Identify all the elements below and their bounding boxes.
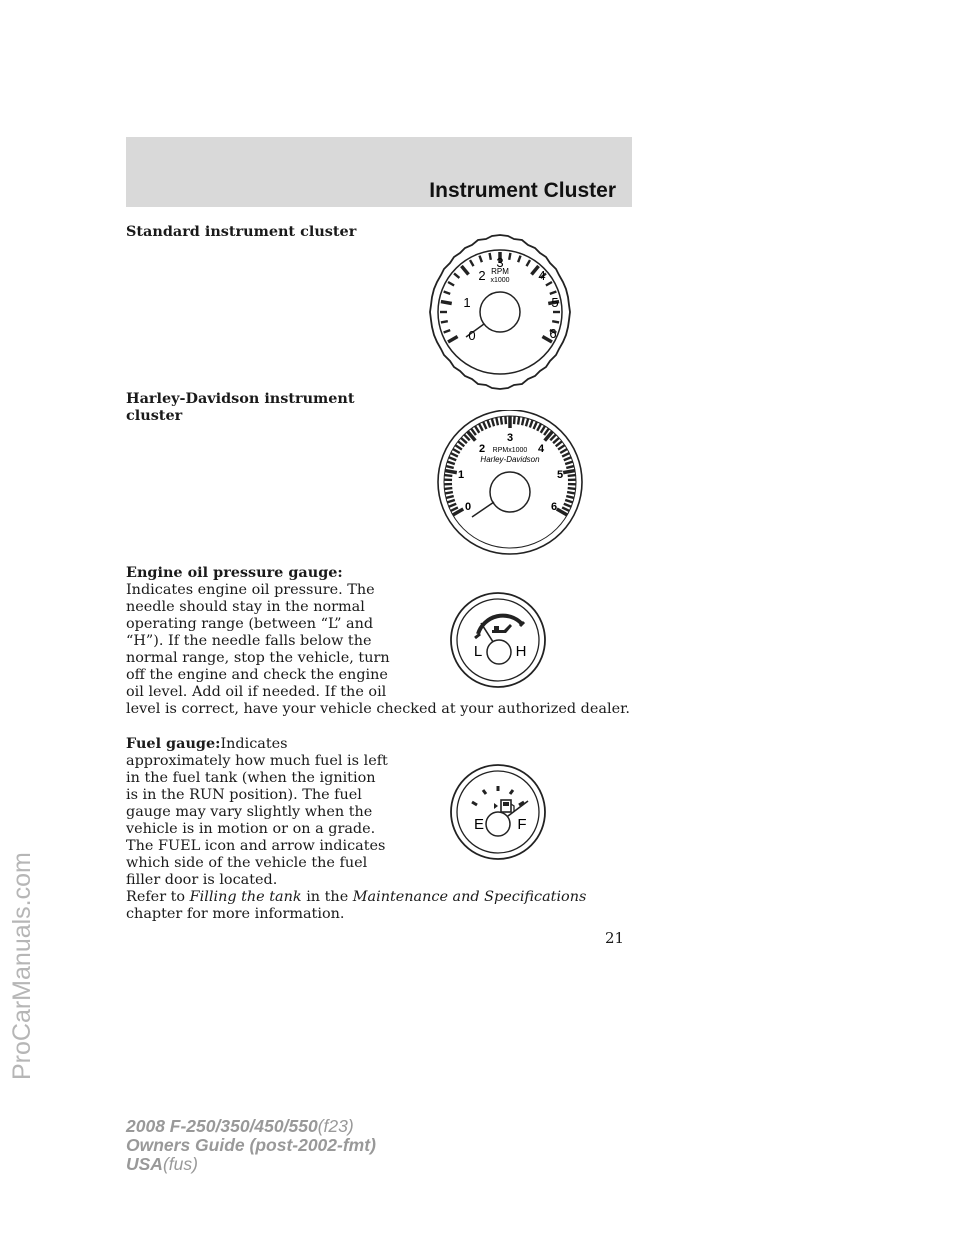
tach-label-2: 2	[478, 443, 486, 455]
fuel-text-line: in the fuel tank (when the ignition	[126, 770, 376, 786]
fuel-empty-label: E	[473, 816, 485, 833]
oil-gauge-heading: Engine oil pressure gauge:	[126, 564, 343, 581]
tick-mark	[501, 417, 502, 425]
fuel-full-label: F	[517, 816, 527, 833]
fuel-text-line: The FUEL icon and arrow indicates	[126, 838, 386, 854]
oil-text-line: operating range (between “L” and	[126, 616, 374, 632]
fuel-gauge-heading: Fuel gauge:	[126, 735, 221, 752]
footer-market: USA	[126, 1154, 163, 1174]
footer-model: 2008 F-250/350/450/550	[126, 1116, 318, 1136]
tach-label-5: 5	[551, 295, 559, 310]
fuel-refer-end: chapter for more information.	[126, 906, 345, 922]
footer-guide: Owners Guide (post-2002-fmt)	[126, 1135, 376, 1155]
oil-text-line: oil level. Add oil if needed. If the oil	[126, 684, 387, 700]
tick-mark	[509, 253, 510, 260]
fuel-text-line: is in the RUN position). The fuel	[126, 787, 362, 803]
unit-label: RPMx1000	[492, 447, 528, 454]
tach-label-4: 4	[538, 268, 546, 283]
tach-label-3: 3	[506, 432, 514, 444]
tick-mark	[445, 471, 457, 473]
oil-text-line: needle should stay in the normal	[126, 599, 365, 615]
fuel-text-line: vehicle is in motion or on a grade.	[126, 821, 376, 837]
fuel-text-line: gauge may vary slightly when the	[126, 804, 373, 820]
tick-mark	[445, 492, 453, 493]
chapter-title: Instrument Cluster	[429, 179, 616, 202]
tick-mark	[441, 321, 448, 322]
oil-text-line: off the engine and check the engine	[126, 667, 388, 683]
tick-mark	[568, 488, 576, 489]
tach-label-1: 1	[457, 469, 465, 481]
tick-mark	[496, 417, 498, 425]
tach-label-1: 1	[463, 295, 471, 310]
fuel-refer-line	[126, 889, 586, 906]
oil-text-line: Indicates engine oil pressure. The	[126, 582, 375, 598]
oil-text-line: normal range, stop the vehicle, turn	[126, 650, 390, 666]
tach-label-4: 4	[537, 443, 545, 455]
harley-cluster-heading-line2: cluster	[126, 407, 183, 424]
fuel-text-line: filler door is located.	[126, 872, 278, 888]
fuel-text-first-rest: Indicates	[220, 736, 288, 752]
footer-market-code: (fus)	[162, 1154, 198, 1174]
site-watermark: ProCarManuals.com	[8, 852, 36, 1080]
tick-mark	[567, 492, 575, 493]
tick-mark	[444, 488, 452, 489]
tick-mark	[441, 302, 452, 304]
tach-label-0: 0	[468, 328, 476, 343]
fuel-first-line	[126, 736, 288, 753]
tick-mark	[552, 321, 559, 322]
oil-text-line: level is correct, have your vehicle checked at your authorized dealer.	[126, 701, 630, 717]
refer-mid: in the	[301, 889, 353, 905]
tach-label-6: 6	[549, 326, 557, 341]
tach-label-6: 6	[550, 501, 558, 513]
unit-label-line1: RPM	[491, 267, 509, 276]
tick-mark	[563, 471, 575, 473]
tach-label-3: 3	[496, 255, 504, 270]
standard-tachometer-icon	[420, 232, 580, 392]
refer-prefix: Refer to	[126, 889, 190, 905]
page-number: 21	[605, 929, 625, 947]
fuel-gauge-icon	[448, 762, 548, 862]
oil-text-line: “H”). If the needle falls below the	[126, 633, 372, 649]
oil-high-label: H	[515, 643, 527, 660]
tach-label-5: 5	[556, 469, 564, 481]
harley-cluster-heading-line1: Harley-Davidson instrument	[126, 390, 355, 407]
tick-mark	[518, 417, 519, 425]
unit-label-line2: x1000	[490, 277, 510, 284]
tach-label-0: 0	[464, 501, 472, 513]
filling-tank-reference: Filling the tank	[189, 889, 302, 905]
harley-tachometer-icon	[430, 410, 590, 555]
tick-mark	[505, 416, 506, 424]
standard-cluster-heading: Standard instrument cluster	[126, 223, 357, 240]
oil-pressure-gauge-icon	[448, 590, 548, 690]
footer-code: (f23)	[317, 1116, 354, 1136]
tick-mark	[522, 417, 524, 425]
brand-logo-icon: Harley-Davidson	[480, 455, 540, 464]
tick-mark	[568, 475, 576, 476]
document-footer	[126, 1117, 376, 1174]
chapter-header-band	[126, 137, 632, 207]
fuel-text-line: which side of the vehicle the fuel	[126, 855, 368, 871]
oil-low-label: L	[473, 643, 483, 660]
maintenance-chapter-reference: Maintenance and Specifications	[352, 889, 587, 905]
tach-label-2: 2	[478, 268, 486, 283]
fuel-text-line: approximately how much fuel is left	[126, 753, 388, 769]
tick-mark	[490, 253, 491, 260]
tick-mark	[444, 475, 452, 476]
tick-mark	[514, 416, 515, 424]
